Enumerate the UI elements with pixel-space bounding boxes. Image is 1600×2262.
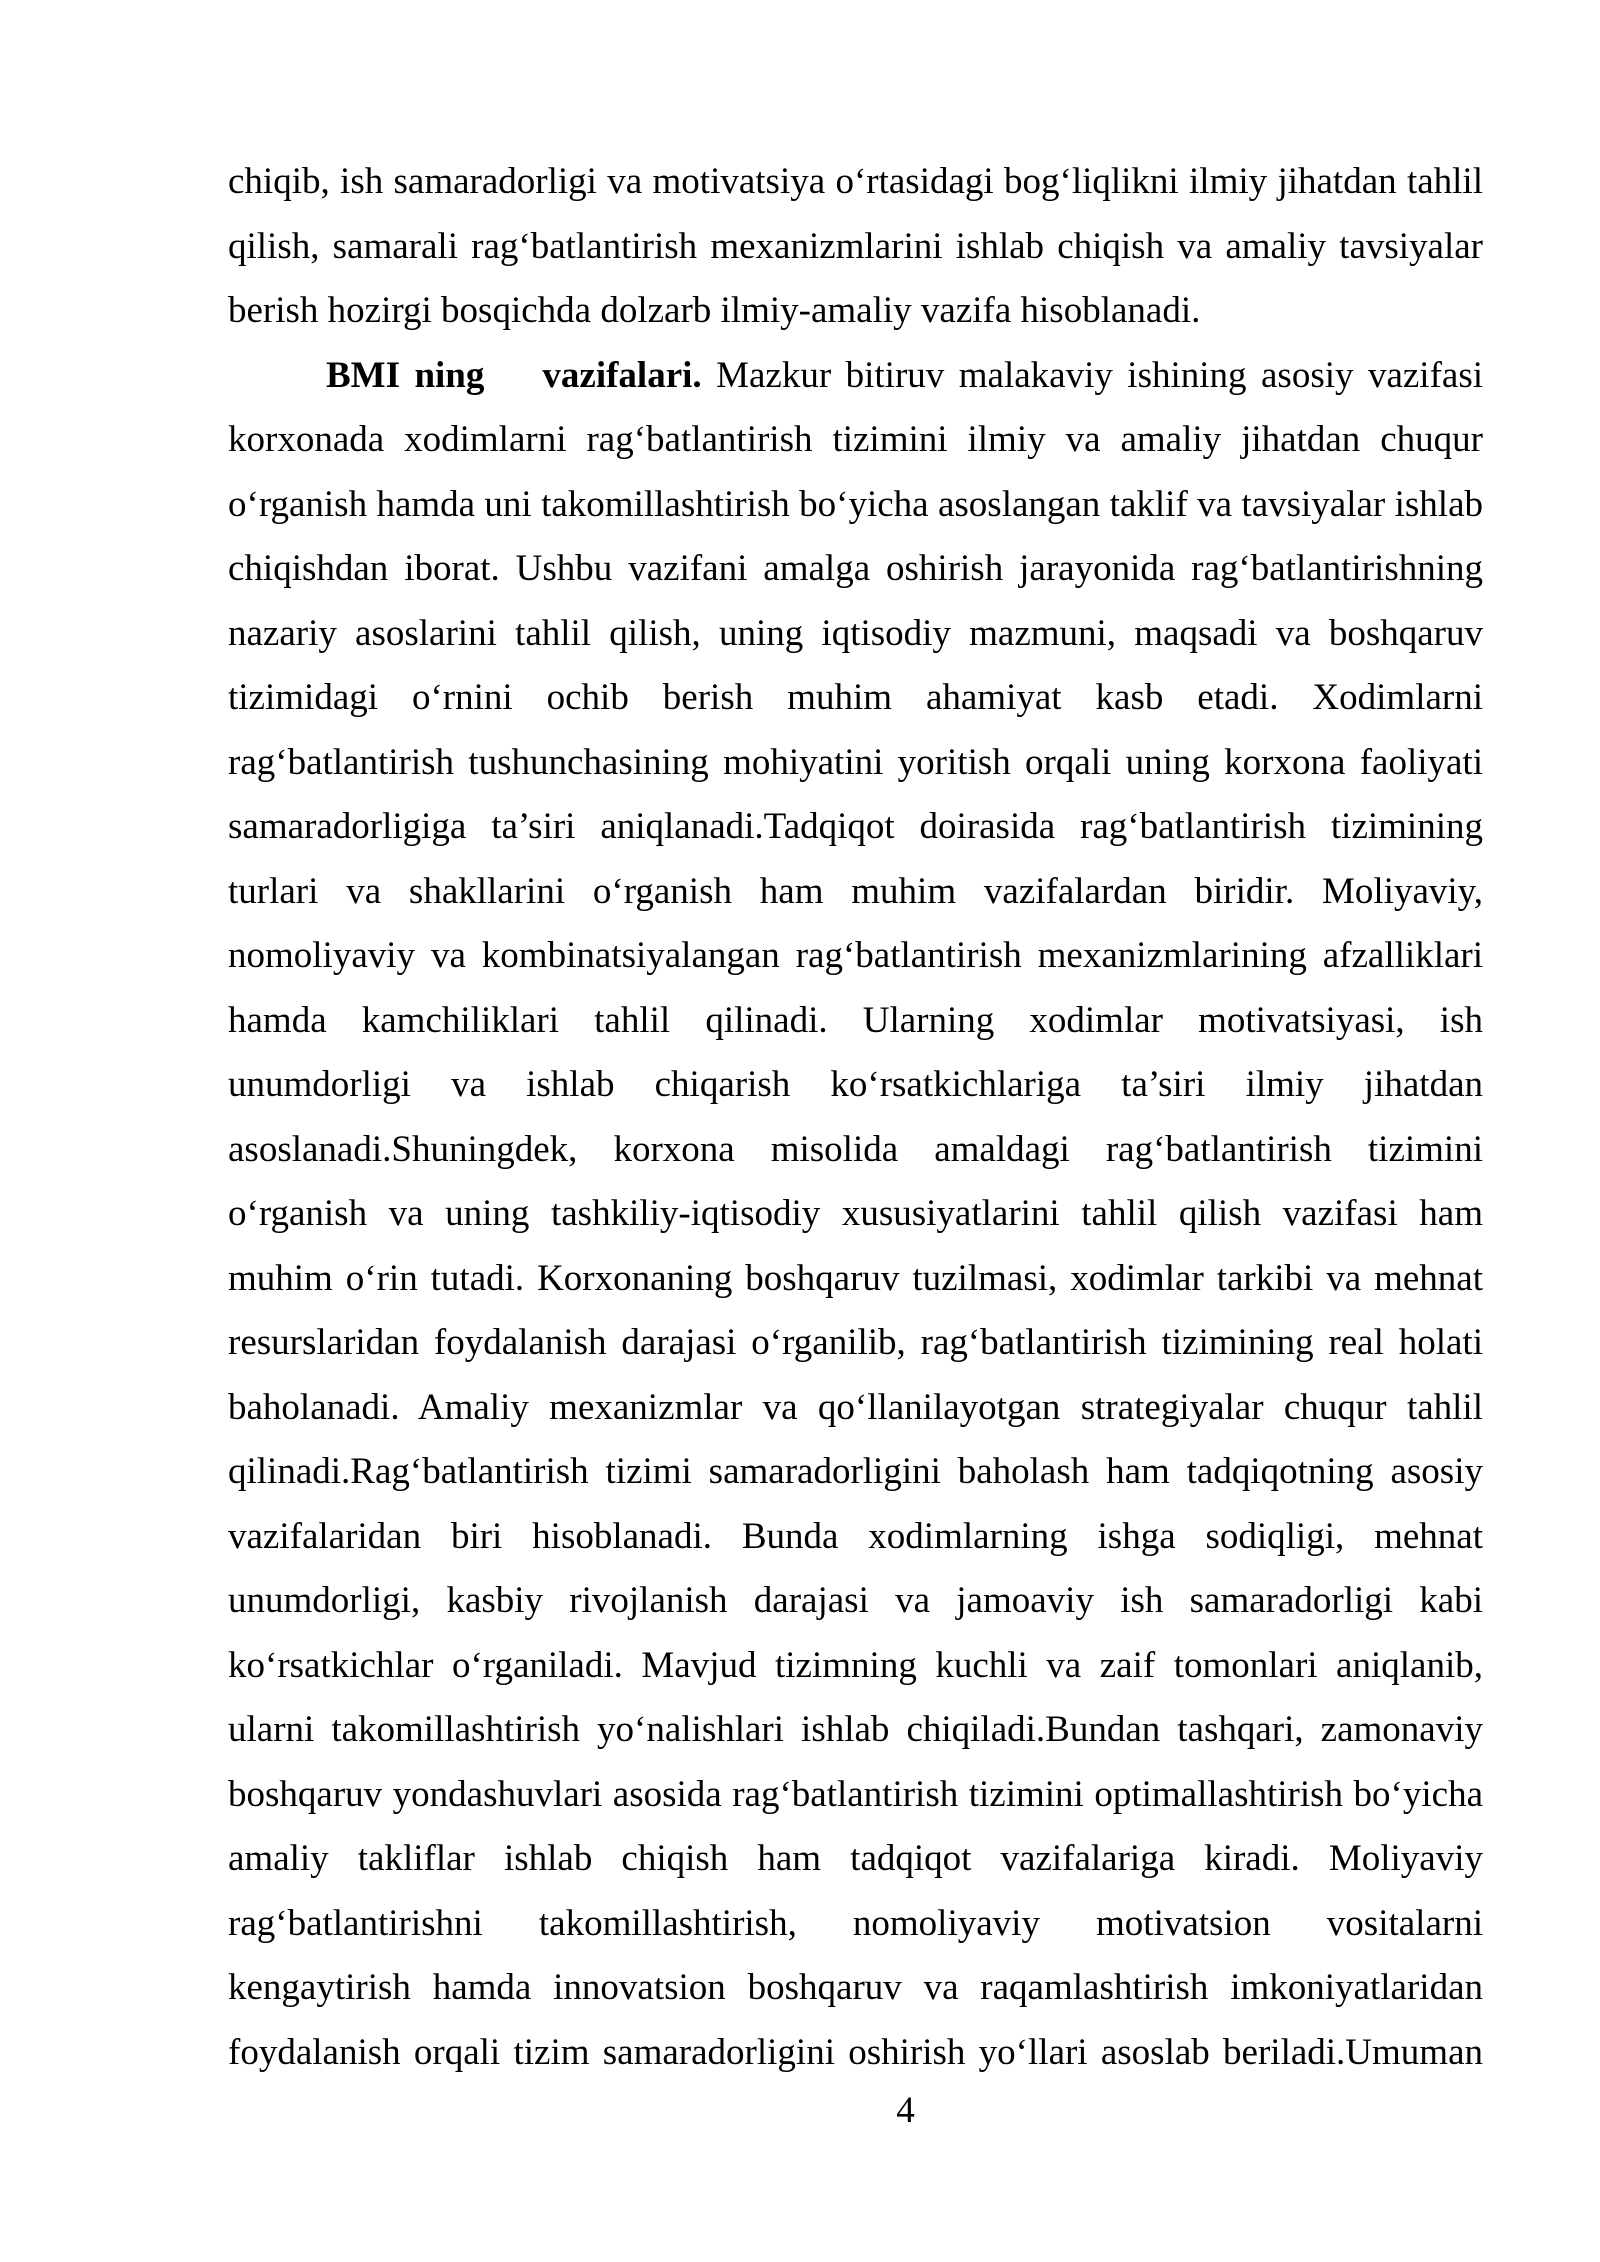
paragraph-continuation — [228, 150, 1483, 344]
bold-run: BMI ning — [326, 354, 485, 396]
text-line: asoslanadi.Shuningdek, korxona misolida amaldagi ragʻbatlantirish tizimini — [228, 1128, 1483, 1170]
document-text — [228, 150, 1483, 2085]
text-line: unumdorligi, kasbiy rivojlanish darajasi va jamoaviy ish samaradorligi kabi — [228, 1580, 1483, 1621]
text-line: ragʻbatlantirish tushunchasining mohiyatini yoritish orqali uning korxona faoliyati — [228, 741, 1483, 783]
text-line: resurslaridan foydalanish darajasi oʻrganilib, ragʻbatlantirish tizimining real holati — [228, 1322, 1483, 1363]
text-line: chiqib, ish samaradorligi va motivatsiya oʻrtasidagi bogʻliqlikni ilmiy jihatdan tahlil — [228, 161, 1483, 202]
text-line: hamda kamchiliklari tahlil qilinadi. Ularning xodimlar motivatsiyasi, ish — [228, 999, 1483, 1041]
text-line — [228, 344, 1483, 409]
text-line: tizimidagi oʻrnini ochib berish muhim ahamiyat kasb etadi. Xodimlarni — [228, 677, 1483, 718]
text-line: muhim oʻrin tutadi. Korxonaning boshqaruv tuzilmasi, xodimlar tarkibi va mehnat — [228, 1257, 1483, 1299]
page-number: 4 — [896, 2090, 915, 2131]
text-line: qilinadi.Ragʻbatlantirish tizimi samaradorligini baholash ham tadqiqotning asosiy — [228, 1451, 1483, 1492]
text-line: chiqishdan iborat. Ushbu vazifani amalga oshirish jarayonida ragʻbatlantirishning — [228, 548, 1483, 589]
text-line: foydalanish orqali tizim samaradorligini oshirish yoʻllari asoslab beriladi.Umuman — [228, 2031, 1483, 2073]
text-line: berish hozirgi bosqichda dolzarb ilmiy-amaliy vazifa hisoblanadi. — [228, 290, 1201, 331]
text-line: boshqaruv yondashuvlari asosida ragʻbatlantirish tizimini optimallashtirish boʻyicha — [228, 1773, 1483, 1815]
tab-gap — [484, 386, 542, 387]
text-line: vazifalaridan biri hisoblanadi. Bunda xodimlarning ishga sodiqligi, mehnat — [228, 1515, 1483, 1557]
text-run: Mazkur bitiruv malakaviy ishining asosiy vazifasi — [701, 354, 1483, 396]
paragraph-bmi-vazifalari — [228, 344, 1483, 2086]
text-line: qilish, samarali ragʻbatlantirish mexanizmlarini ishlab chiqish va amaliy tavsiyalar — [228, 225, 1483, 267]
text-line: oʻrganish va uning tashkiliy-iqtisodiy xususiyatlarini tahlil qilish vazifasi ham — [228, 1193, 1483, 1234]
text-line: turlari va shakllarini oʻrganish ham muhim vazifalardan biridir. Moliyaviy, — [228, 870, 1483, 912]
text-line: korxonada xodimlarni ragʻbatlantirish tizimini ilmiy va amaliy jihatdan chuqur — [228, 419, 1483, 460]
text-line: ularni takomillashtirish yoʻnalishlari ishlab chiqiladi.Bundan tashqari, zamonaviy — [228, 1709, 1483, 1750]
text-line: nazariy asoslarini tahlil qilish, uning iqtisodiy mazmuni, maqsadi va boshqaruv — [228, 612, 1483, 654]
text-line: samaradorligiga ta’siri aniqlanadi.Tadqiqot doirasida ragʻbatlantirish tizimining — [228, 806, 1483, 847]
text-line: nomoliyaviy va kombinatsiyalangan ragʻbatlantirish mexanizmlarining afzalliklari — [228, 935, 1483, 976]
text-line: amaliy takliflar ishlab chiqish ham tadqiqot vazifalariga kiradi. Moliyaviy — [228, 1838, 1483, 1879]
text-line: ragʻbatlantirishni takomillashtirish, nomoliyaviy motivatsion vositalarni — [228, 1902, 1483, 1944]
text-line: baholanadi. Amaliy mexanizmlar va qoʻllanilayotgan strategiyalar chuqur tahlil — [228, 1386, 1483, 1428]
text-line: unumdorligi va ishlab chiqarish koʻrsatkichlariga ta’siri ilmiy jihatdan — [228, 1064, 1483, 1105]
bold-run: vazifalari. — [542, 354, 702, 396]
text-line: koʻrsatkichlar oʻrganiladi. Mavjud tizimning kuchli va zaif tomonlari aniqlanib, — [228, 1644, 1483, 1686]
text-line: oʻrganish hamda uni takomillashtirish boʻyicha asoslangan taklif va tavsiyalar ishlab — [228, 483, 1483, 525]
text-line: kengaytirish hamda innovatsion boshqaruv va raqamlashtirish imkoniyatlaridan — [228, 1967, 1483, 2008]
